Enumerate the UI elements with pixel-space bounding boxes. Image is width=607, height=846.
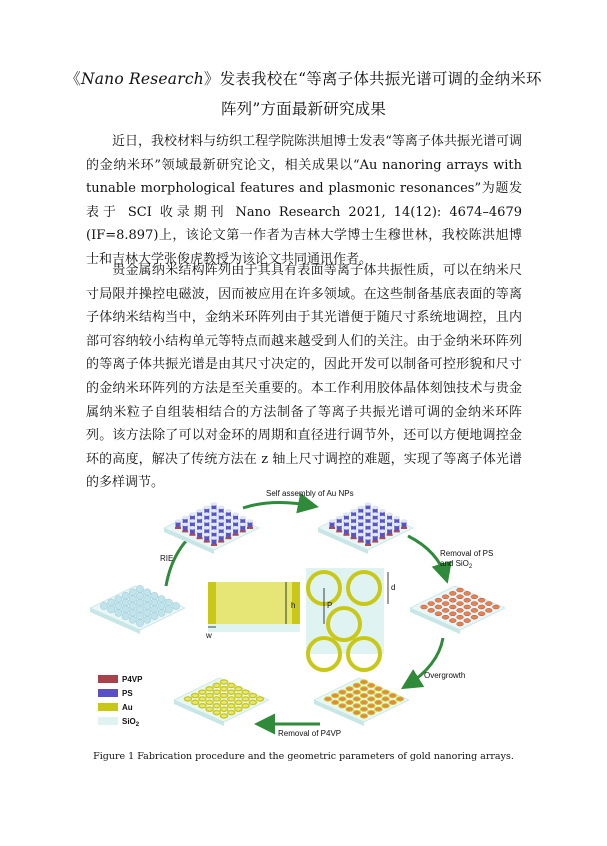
paragraph-1: [86, 130, 522, 272]
figure-caption: Figure 1 Fabrication procedure and the geometric parameters of gold nanoring arrays.: [93, 751, 514, 762]
arrow-self-assembly: [243, 502, 313, 508]
ring-top-view: [306, 568, 395, 670]
paragraph-2-text: 贵金属纳米结构阵列由于其具有表面等离子体共振性质，可以在纳米尺寸局限并操控电磁波，因而被应用在许多领域。在这些制备基底表面的等离子体纳米结构当中，金纳米环阵列由于其光谱便于随尺寸系统地调控，且内部可容纳较小结构单元等特点而越来越受到人们的关注。由于金纳米环阵列的等离子体共振光谱是由其尺寸决定的，因此开发可以制备可控形貌和尺寸的金纳米环阵列的方法是至关重要的。本工作利用胶体晶体刻蚀技术与贵金属纳米粒子自组装相结合的方法制备了等离子共振光谱可调的金纳米环阵列。该方法除了可以对金环的周期和直径进行调节外，还可以方便地调控金环的高度，解决了传统方法在 z 轴上尺寸调控的难题，实现了等离子体光谱的多样调节。: [86, 263, 522, 491]
legend-item: [98, 689, 133, 698]
title-main: 》发表我校在“等离子体共振光谱可调的金纳米环阵列”方面最新研究成果: [203, 70, 542, 118]
panel-etched-pillars: [164, 502, 259, 554]
legend-item: [98, 717, 140, 728]
label-overgrowth: Overgrowth: [424, 671, 466, 680]
legend-label: P4VP: [122, 675, 143, 684]
fabrication-figure: [88, 486, 520, 748]
legend-item: [98, 703, 133, 712]
paragraph-2: [86, 259, 522, 495]
dim-w-label: w: [206, 631, 212, 640]
dim-h-label: h: [291, 601, 296, 610]
label-removal-ps-2-main: and SiO: [440, 559, 469, 568]
title-journal: Nano Research: [80, 70, 204, 88]
dim-d-label: d: [391, 583, 396, 592]
cross-section-diagram: [205, 582, 300, 640]
au-left-wall: [208, 582, 216, 624]
legend-label: PS: [122, 689, 133, 698]
label-rie: RIE: [160, 554, 174, 563]
material-legend: [98, 675, 143, 728]
label-removal-ps-2: [440, 559, 473, 570]
panel-p4vp-discs: [410, 586, 505, 634]
dim-p-label: P: [327, 601, 333, 610]
panel-au-rings: [174, 678, 269, 726]
article-title: [60, 64, 547, 124]
label-removal-p4vp: Removal of P4VP: [278, 729, 342, 738]
legend-swatch: [98, 675, 118, 683]
label-self-assembly: Self assembly of Au NPs: [266, 489, 354, 498]
label-removal-ps-2-sub: 2: [468, 564, 473, 570]
legend-label: Au: [122, 703, 133, 712]
legend-item: [98, 675, 143, 684]
panel-overgrown: [314, 678, 409, 726]
legend-label: SiO$_2$: [122, 717, 140, 728]
panel-ps-spheres: [90, 585, 185, 634]
paragraph-1-text: 近日，我校材料与纺织工程学院陈洪旭博士发表“等离子体共振光谱可调的金纳米环”领域最新研究论文，相关成果以“Au nanoring arrays with tunable morphological features and plasmonic resonances”为题发表于 SCI 收录期刊 Nano Research 2021, 14(12): 4674–4679 (IF=8.897)上，该论文第一作者为吉林大学博士生穆世林，我校陈洪旭博士和吉林大学张俊虎教授为该论文共同通讯作者。: [86, 134, 522, 267]
label-removal-ps-1: Removal of PS: [440, 549, 494, 558]
sio2-layer: [208, 624, 300, 632]
title-prefix: 《: [65, 70, 81, 88]
fabrication-diagram: [88, 486, 520, 748]
panel-au-assembled: [318, 502, 413, 554]
legend-swatch: [98, 689, 118, 697]
legend-swatch: [98, 703, 118, 711]
legend-swatch: [98, 717, 118, 725]
